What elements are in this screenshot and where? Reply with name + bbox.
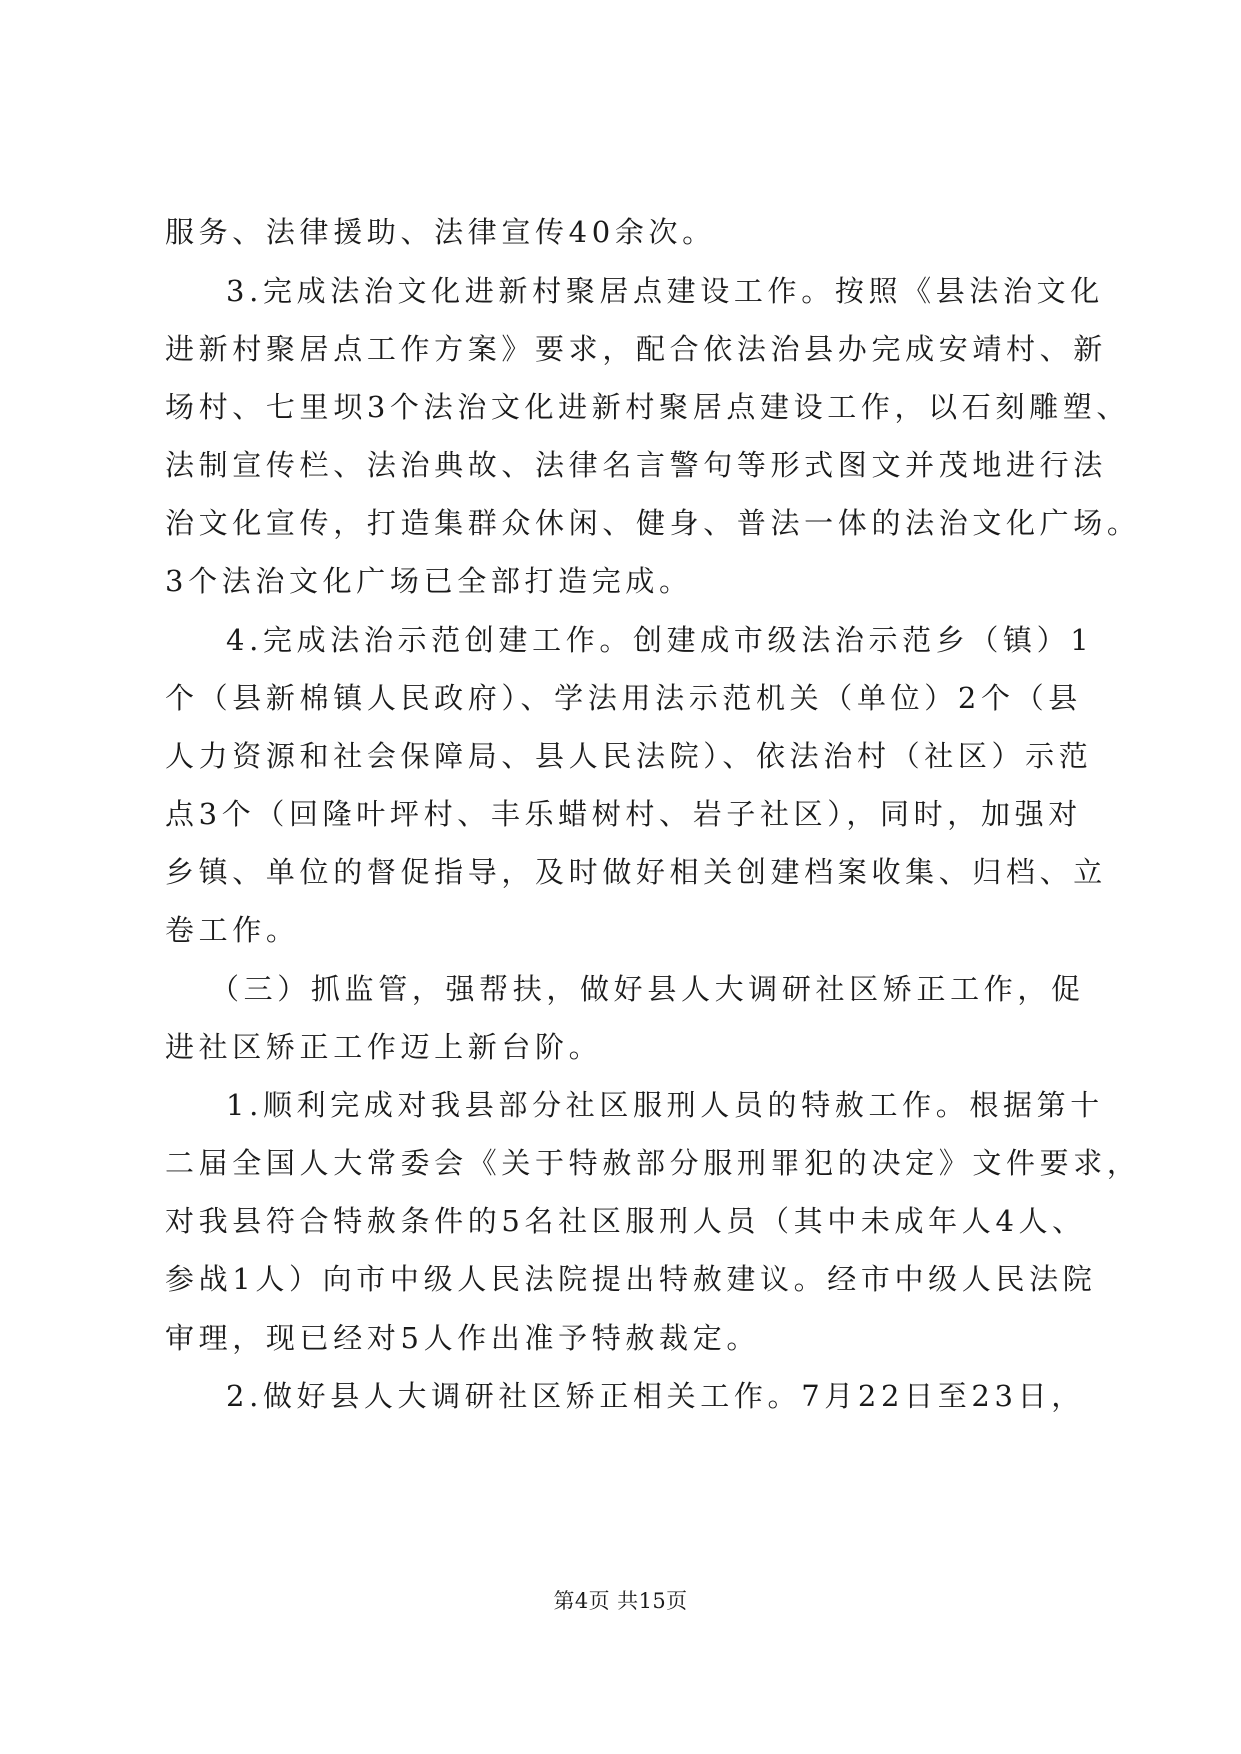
text-line: 二届全国人大常委会《关于特赦部分服刑罪犯的决定》文件要求， xyxy=(165,1146,1141,1180)
text-line: 进新村聚居点工作方案》要求，配合依法治县办完成安靖村、新 xyxy=(165,332,1107,366)
text-line: 4.完成法治示范创建工作。创建成市级法治示范乡（镇）1 xyxy=(226,623,1094,657)
text-line: 个（县新棉镇人民政府）、学法用法示范机关（单位）2个（县 xyxy=(165,681,1082,715)
text-line: 乡镇、单位的督促指导，及时做好相关创建档案收集、归档、立 xyxy=(165,855,1107,889)
text-line: 审理，现已经对5人作出准予特赦裁定。 xyxy=(165,1321,760,1355)
text-line: 进社区矫正工作迈上新台阶。 xyxy=(165,1030,603,1064)
text-line: 3个法治文化广场已全部打造完成。 xyxy=(165,564,693,598)
text-line: 对我县符合特赦条件的5名社区服刑人员（其中未成年人4人、 xyxy=(165,1204,1086,1238)
text-line: （三）抓监管，强帮扶，做好县人大调研社区矫正工作，促 xyxy=(210,972,1085,1006)
text-line: 场村、七里坝3个法治文化进新村聚居点建设工作，以石刻雕塑、 xyxy=(165,390,1131,424)
text-line: 法制宣传栏、法治典故、法律名言警句等形式图文并茂地进行法 xyxy=(165,448,1107,482)
text-line: 治文化宣传，打造集群众休闲、健身、普法一体的法治文化广场。 xyxy=(165,506,1141,540)
text-line: 点3个（回隆叶坪村、丰乐蜡树村、岩子社区），同时，加强对 xyxy=(165,797,1082,831)
page-footer: 第4页 共15页 xyxy=(553,1589,688,1613)
text-line: 2.做好县人大调研社区矫正相关工作。7月22日至23日， xyxy=(226,1379,1085,1413)
text-line: 服务、法律援助、法律宣传40余次。 xyxy=(165,215,716,249)
text-line: 参战1人）向市中级人民法院提出特赦建议。经市中级人民法院 xyxy=(165,1262,1097,1296)
text-line: 人力资源和社会保障局、县人民法院）、依法治村（社区）示范 xyxy=(165,739,1093,773)
text-line: 卷工作。 xyxy=(165,913,300,947)
text-line: 3.完成法治文化进新村聚居点建设工作。按照《县法治文化 xyxy=(226,274,1104,308)
text-line: 1.顺利完成对我县部分社区服刑人员的特赦工作。根据第十 xyxy=(226,1088,1104,1122)
